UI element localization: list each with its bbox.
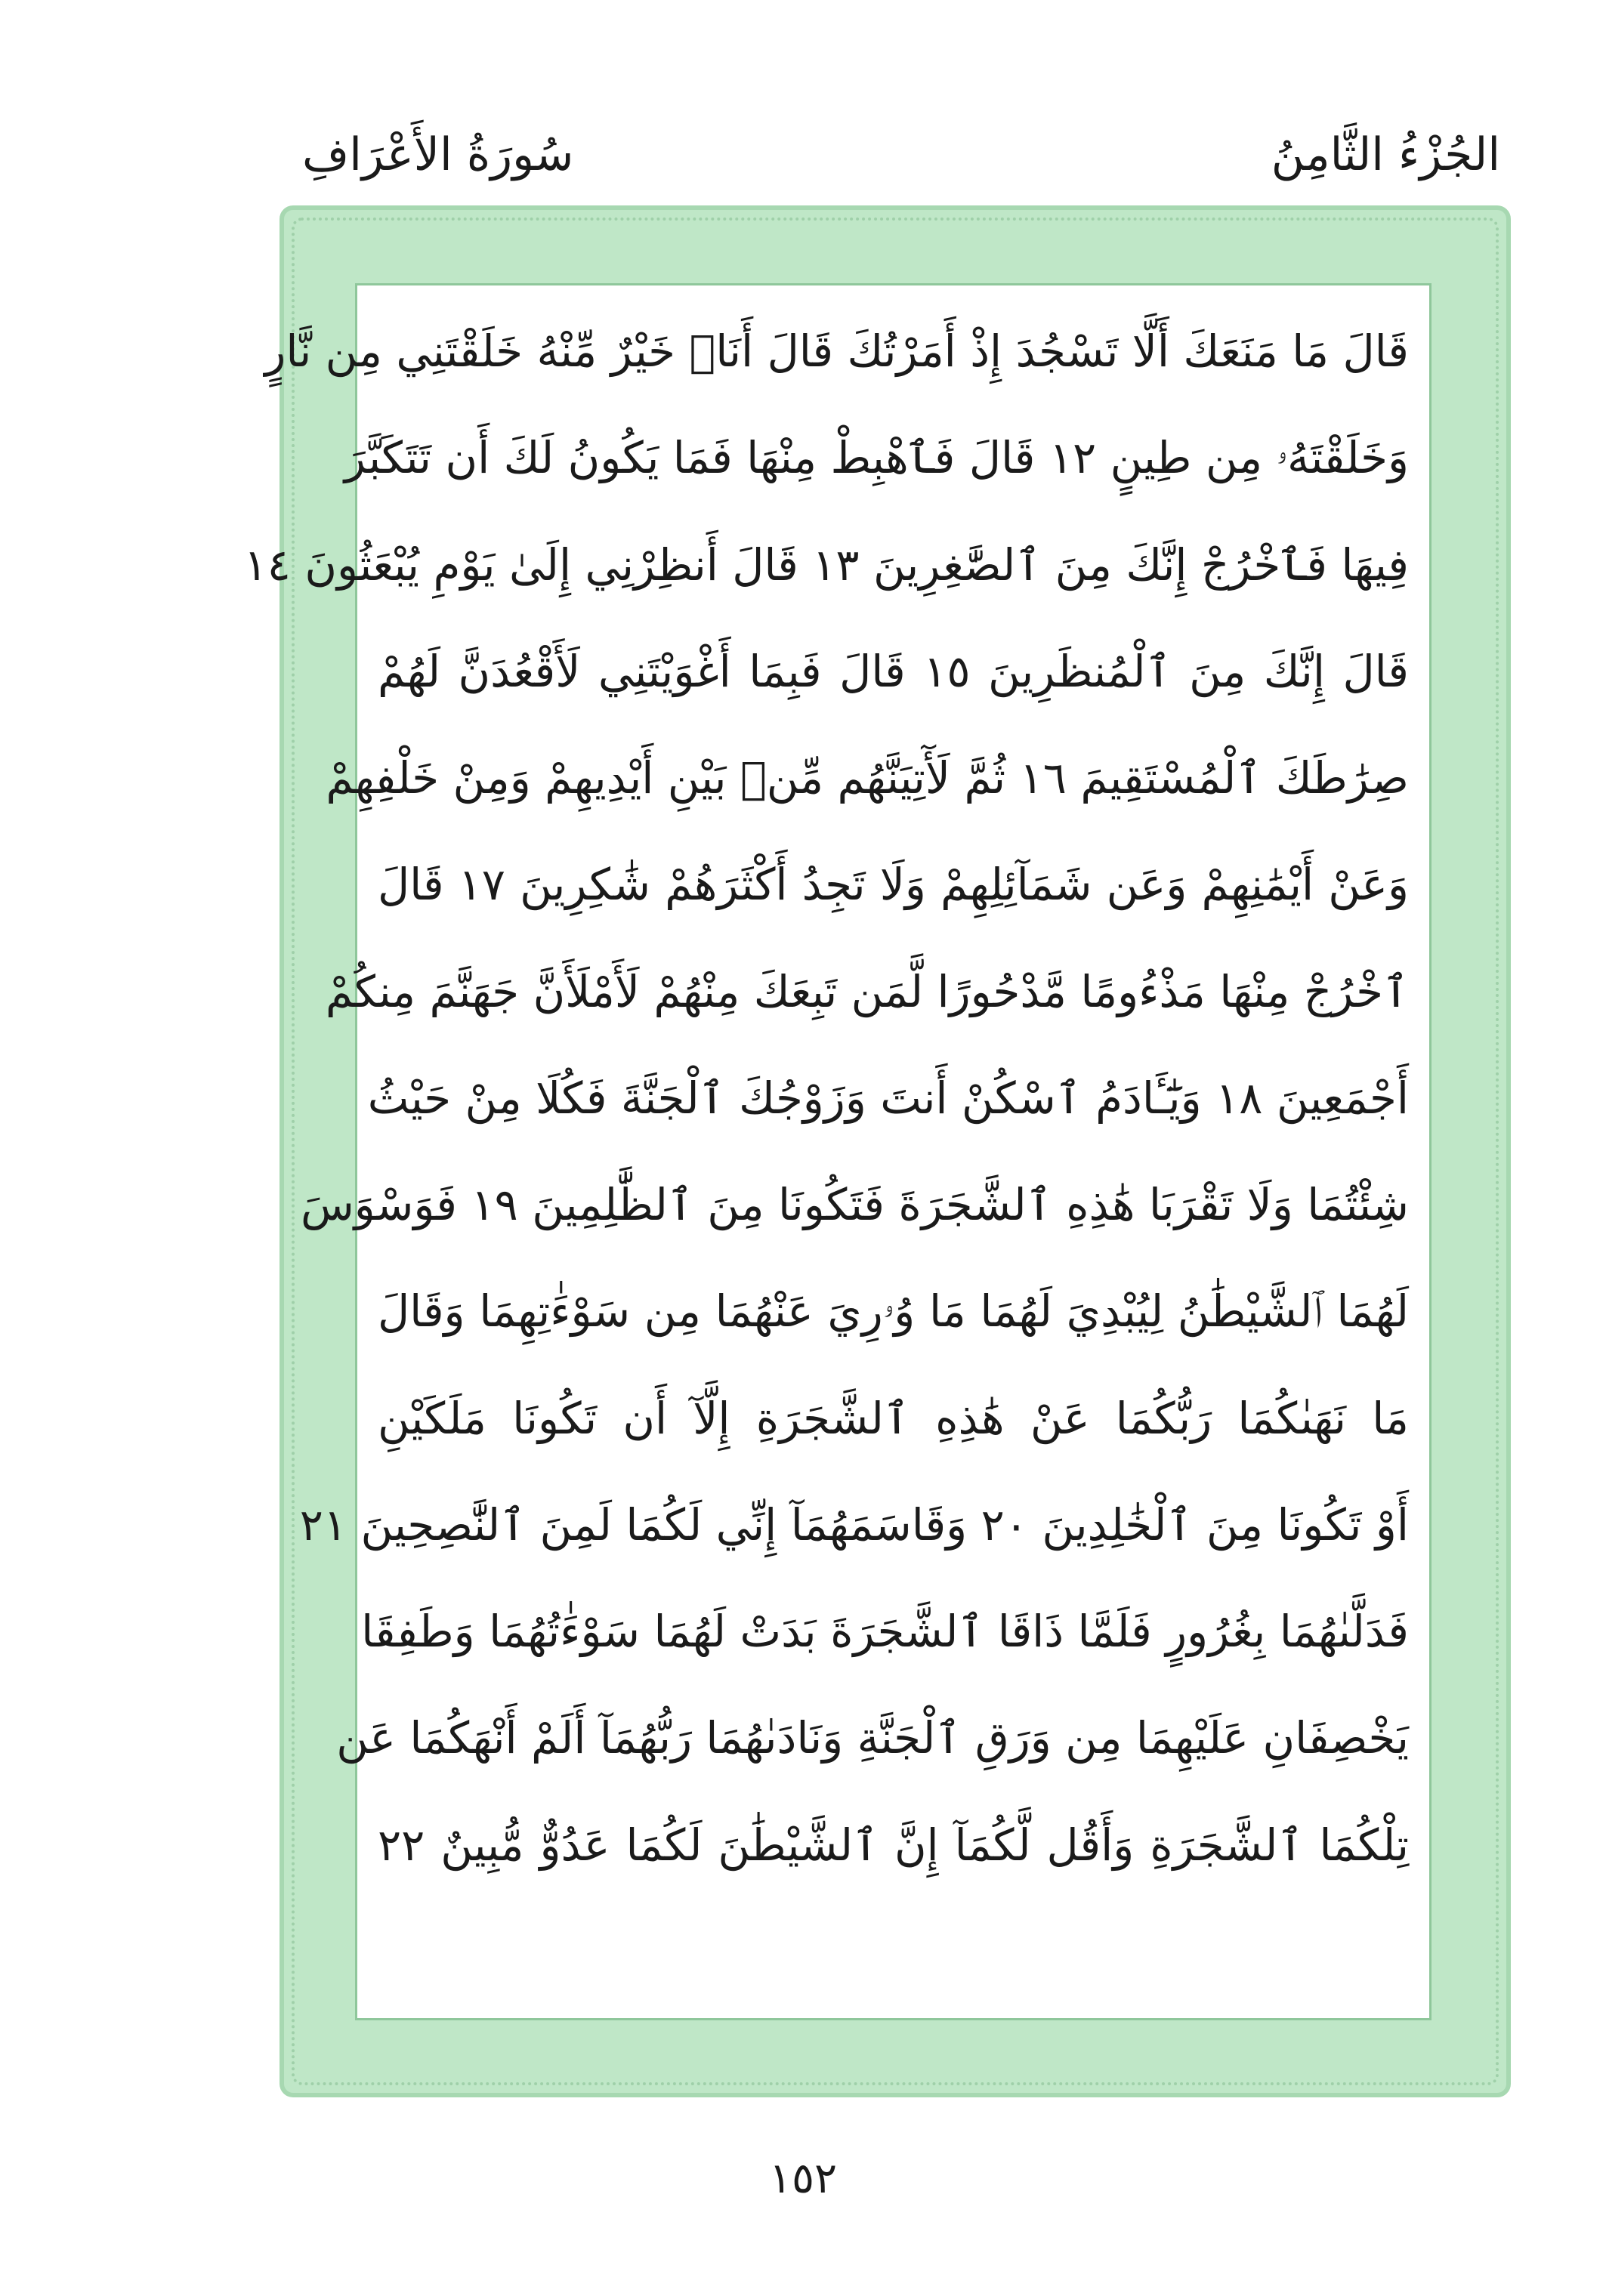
verse-line: مَا نَهَىٰكُمَا رَبُّكُمَا عَنْ هَٰذِهِ ٱلشَّجَرَةِ إِلَّآ أَن تَكُونَا مَلَكَيْنِ: [378, 1392, 1409, 1444]
verse-line: فَدَلَّىٰهُمَا بِغُرُورٍ فَلَمَّا ذَاقَا ٱلشَّجَرَةَ بَدَتْ لَهُمَا سَوْءَٰتُهُمَا وَطَفِقَا: [361, 1606, 1409, 1657]
verse-line: يَخْصِفَانِ عَلَيْهِمَا مِن وَرَقِ ٱلْجَنَّةِ وَنَادَىٰهُمَا رَبُّهُمَآ أَلَمْ أَنْهَكُمَا عَن: [336, 1712, 1409, 1764]
verse-line: ٱخْرُجْ مِنْهَا مَذْءُومًا مَّدْحُورًا لَّمَن تَبِعَكَ مِنْهُمْ لَأَمْلَأَنَّ جَهَنَّمَ مِنكُمْ: [325, 965, 1409, 1017]
verse-line: تِلْكُمَا ٱلشَّجَرَةِ وَأَقُل لَّكُمَآ إِنَّ ٱلشَّيْطَٰنَ لَكُمَا عَدُوٌّ مُّبِينٌ ٢٢: [378, 1819, 1409, 1871]
verse-line: لَهُمَا ٱلشَّيْطَٰنُ لِيُبْدِيَ لَهُمَا مَا وُۥرِيَ عَنْهُمَا مِن سَوْءَٰتِهِمَا وَقَالَ: [378, 1285, 1409, 1338]
verse-line: وَعَنْ أَيْمَٰنِهِمْ وَعَن شَمَآئِلِهِمْ وَلَا تَجِدُ أَكْثَرَهُمْ شَٰكِرِينَ ١٧ قَالَ: [378, 859, 1409, 911]
juz-title: الجُزْءُ الثَّامِنُ: [1271, 128, 1500, 181]
verse-line: أَجْمَعِينَ ١٨ وَيَٰٓـَٔادَمُ ٱسْكُنْ أَنتَ وَزَوْجُكَ ٱلْجَنَّةَ فَكُلَا مِنْ حَيْثُ: [367, 1072, 1409, 1124]
verse-line: وَخَلَقْتَهُۥ مِن طِينٍ ١٢ قَالَ فَٱهْبِطْ مِنْهَا فَمَا يَكُونُ لَكَ أَن تَتَكَبَّرَ: [344, 432, 1409, 484]
verse-line: فِيهَا فَٱخْرُجْ إِنَّكَ مِنَ ٱلصَّٰغِرِينَ ١٣ قَالَ أَنظِرْنِي إِلَىٰ يَوْمِ يُبْعَثُونَ ١٤: [243, 539, 1409, 591]
verse-line: قَالَ إِنَّكَ مِنَ ٱلْمُنظَرِينَ ١٥ قَالَ فَبِمَا أَغْوَيْتَنِي لَأَقْعُدَنَّ لَهُمْ: [378, 645, 1409, 697]
page-number: ١٥٢: [768, 2154, 838, 2203]
verse-lines: [243, 298, 1409, 2005]
surah-title: سُورَةُ الأَعْرَافِ: [302, 128, 574, 181]
verse-line: صِرَٰطَكَ ٱلْمُسْتَقِيمَ ١٦ ثُمَّ لَأٓتِيَنَّهُم مِّنۢ بَيْنِ أَيْدِيهِمْ وَمِنْ خَلْفِهِمْ: [326, 752, 1409, 804]
verse-line: شِئْتُمَا وَلَا تَقْرَبَا هَٰذِهِ ٱلشَّجَرَةَ فَتَكُونَا مِنَ ٱلظَّٰلِمِينَ ١٩ فَوَسْوَسَ: [300, 1179, 1409, 1230]
verse-line: قَالَ مَا مَنَعَكَ أَلَّا تَسْجُدَ إِذْ أَمَرْتُكَ قَالَ أَنَا۠ خَيْرٌ مِّنْهُ خَلَقْتَنِي مِن نَّارٍ: [264, 326, 1409, 377]
verse-line: أَوْ تَكُونَا مِنَ ٱلْخَٰلِدِينَ ٢٠ وَقَاسَمَهُمَآ إِنِّي لَكُمَا لَمِنَ ٱلنَّٰصِحِينَ ٢١: [299, 1498, 1409, 1551]
